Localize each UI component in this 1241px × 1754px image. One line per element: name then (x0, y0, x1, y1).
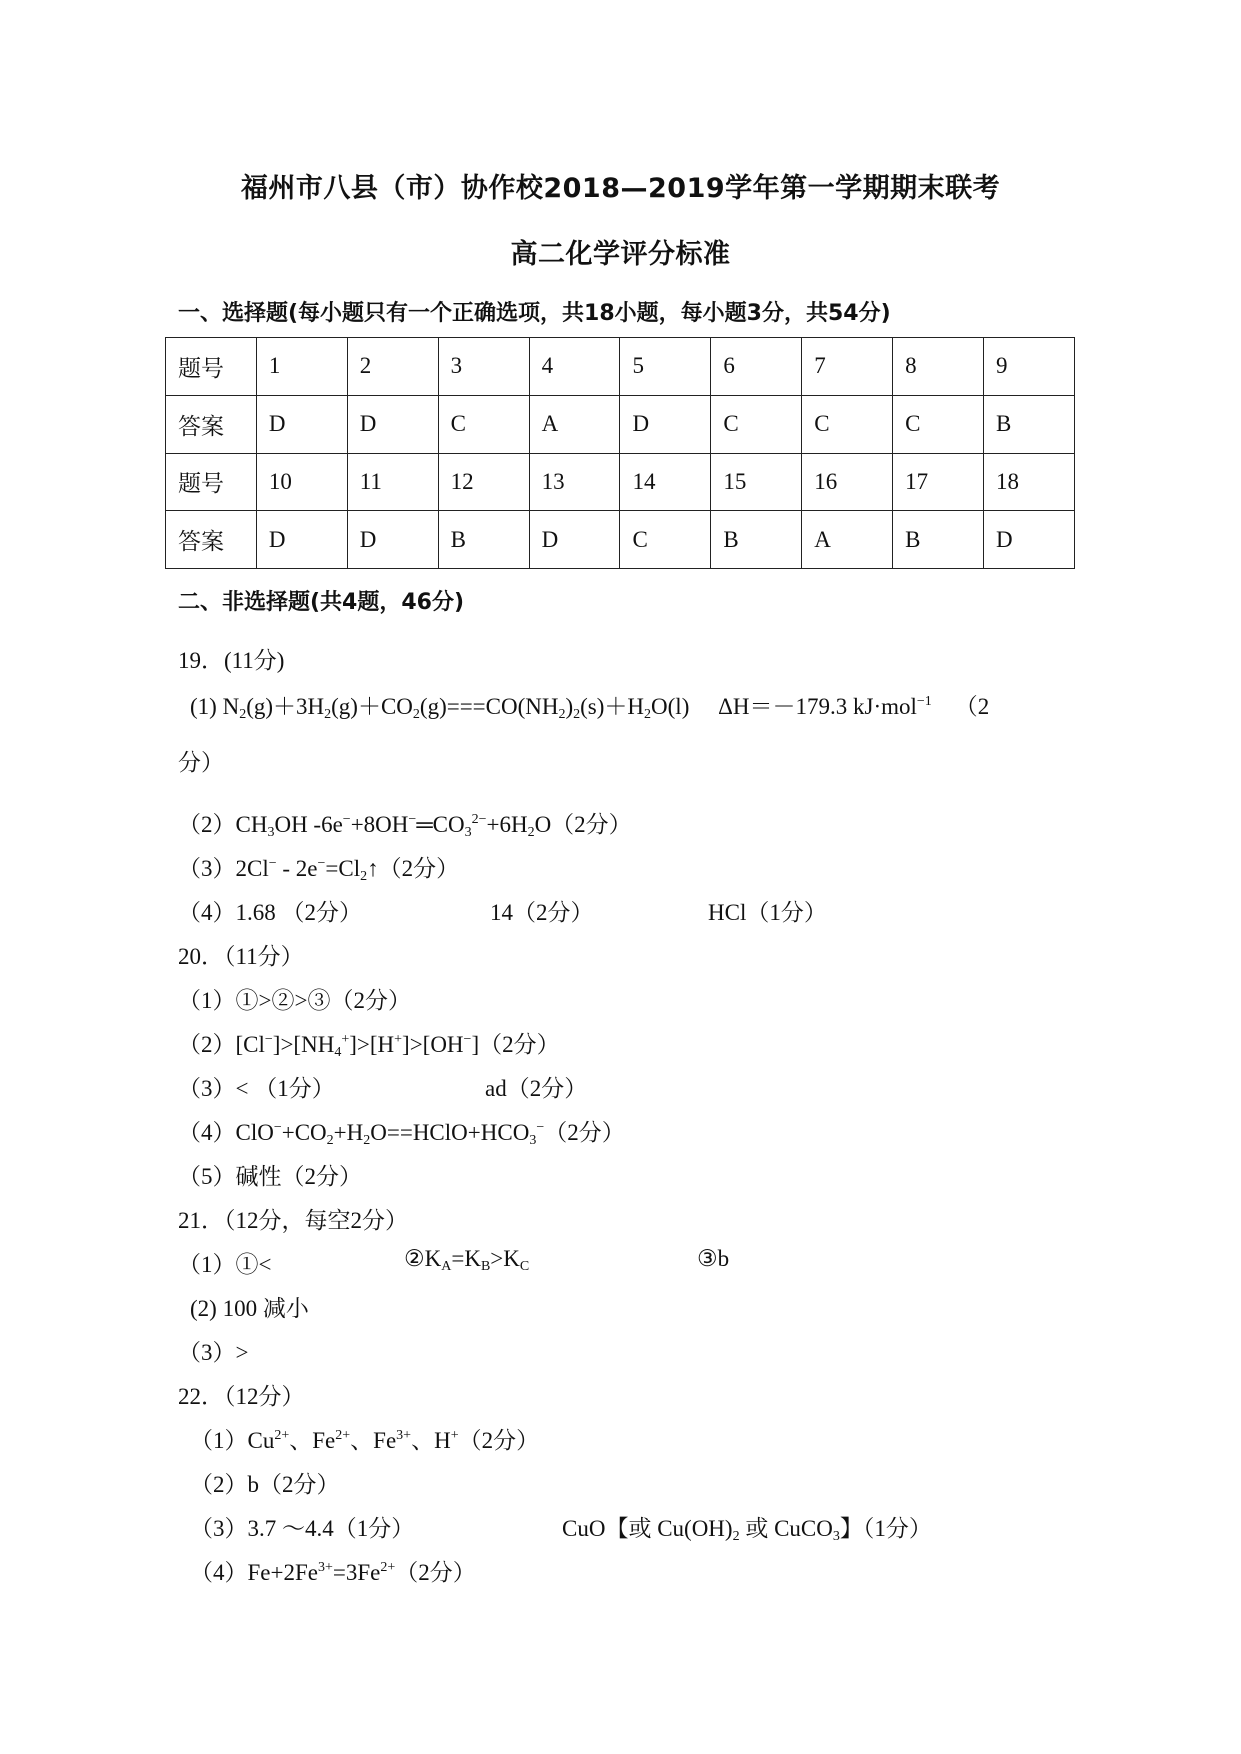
answer-cell: D (256, 395, 347, 453)
document-subtitle: 高二化学评分标准 (510, 239, 731, 270)
table-row (166, 395, 1075, 453)
q22-part3-a: （3）3.7 ～4.4（1分） (190, 1516, 415, 1541)
question-number: 7 (802, 338, 893, 396)
q21-part3: （3）> (178, 1340, 249, 1365)
answer-cell: C (438, 395, 529, 453)
answer-cell: A (529, 395, 620, 453)
q19-part3: $(3)2Cl^- - 2e^-=Cl_2↑(2$分） (178, 856, 460, 884)
q19-part2: $(2)CH_3OH$ $-6e^-+8OH^-═CO_3^{2-}+6H_2O(2$分） (178, 812, 632, 840)
q20-part3-b: ad（2分） (485, 1076, 588, 1101)
table-row (166, 338, 1075, 396)
answer-cell: D (984, 511, 1075, 569)
section-2-heading: 二、非选择题(共4题，46分) (178, 590, 465, 615)
q19-part4-c: HCl（1分） (708, 900, 827, 925)
q19-header: 19．(11分) (178, 648, 285, 673)
row-label: 题号 (166, 453, 257, 511)
q21-part1-c: ③b (697, 1246, 730, 1271)
q21-part1-a: （1）①< (178, 1252, 272, 1277)
answer-cell: D (256, 511, 347, 569)
answer-cell: B (438, 511, 529, 569)
q21-part2: (2) 100 减小 (190, 1296, 309, 1321)
row-label: 答案 (166, 395, 257, 453)
q22-part1: $(1)Cu^{2+}$、$Fe^{2+}$、$Fe^{3+}$、H+（2分） (190, 1428, 540, 1453)
question-number: 8 (893, 338, 984, 396)
answer-cell: C (620, 511, 711, 569)
q20-part4: $(4)ClO^-+CO_2+H_2O==HClO+HCO_3^-(2$分） (178, 1120, 625, 1148)
q19-part4-b: 14（2分） (490, 900, 594, 925)
q21-header: 21．（12分，每空2分） (178, 1208, 408, 1233)
q19-part1-continued: 分） (178, 750, 224, 775)
answer-cell: B (893, 511, 984, 569)
q21-part1-b: $②K_A=K_B>K_C$ (404, 1246, 530, 1274)
question-number: 12 (438, 453, 529, 511)
question-number: 18 (984, 453, 1075, 511)
question-number: 15 (711, 453, 802, 511)
q22-part4: $(4)Fe+2Fe^{3+}=3Fe^{2+}(2$分） (190, 1560, 476, 1585)
answer-cell: D (529, 511, 620, 569)
question-number: 9 (984, 338, 1075, 396)
row-label: 答案 (166, 511, 257, 569)
question-number: 13 (529, 453, 620, 511)
q20-part2: $(2)[Cl^-]>[NH_4^+]>[H^+]>[OH^-](2$分） (178, 1032, 560, 1060)
question-number: 2 (347, 338, 438, 396)
answer-cell: C (711, 395, 802, 453)
answer-cell: A (802, 511, 893, 569)
answer-cell: D (347, 511, 438, 569)
question-number: 17 (893, 453, 984, 511)
question-number: 3 (438, 338, 529, 396)
question-number: 1 (256, 338, 347, 396)
question-number: 14 (620, 453, 711, 511)
question-number: 16 (802, 453, 893, 511)
table-row (166, 511, 1075, 569)
answer-cell: D (347, 395, 438, 453)
question-number: 10 (256, 453, 347, 511)
answer-cell: C (893, 395, 984, 453)
question-number: 4 (529, 338, 620, 396)
q20-part3-a: （3）< （1分） (178, 1076, 335, 1101)
section-1-heading: 一、选择题(每小题只有一个正确选项，共18小题，每小题3分，共54分) (178, 301, 891, 326)
table-row (166, 453, 1075, 511)
question-number: 5 (620, 338, 711, 396)
answer-table (165, 337, 1075, 569)
q19-part1: (1) $N_2(g)+3H_2(g)+CO_2(g)===CO(NH_2)_2(s)+H_2O(l)$ ΔH＝－179.3 kJ·mol$^{-1}$ （2 (190, 694, 990, 722)
q19-part4-a: （4）1.68 （2分） (178, 900, 362, 925)
answer-cell: D (620, 395, 711, 453)
question-number: 6 (711, 338, 802, 396)
row-label: 题号 (166, 338, 257, 396)
q22-part3-b: CuO【或 $Cu(OH)_2$ 或 CuCO$_3$】（1分） (562, 1516, 932, 1544)
answer-cell: B (984, 395, 1075, 453)
q22-header: 22．（12分） (178, 1384, 305, 1409)
answer-cell: B (711, 511, 802, 569)
q20-header: 20．（11分） (178, 944, 304, 969)
q20-part5: （5）碱性（2分） (178, 1164, 362, 1189)
q22-part2: （2）b（2分） (190, 1472, 340, 1497)
document-title: 福州市八县（市）协作校2018—2019学年第一学期期末联考 (240, 173, 1001, 204)
answer-cell: C (802, 395, 893, 453)
q20-part1: （1）①>②>③（2分） (178, 988, 411, 1013)
question-number: 11 (347, 453, 438, 511)
